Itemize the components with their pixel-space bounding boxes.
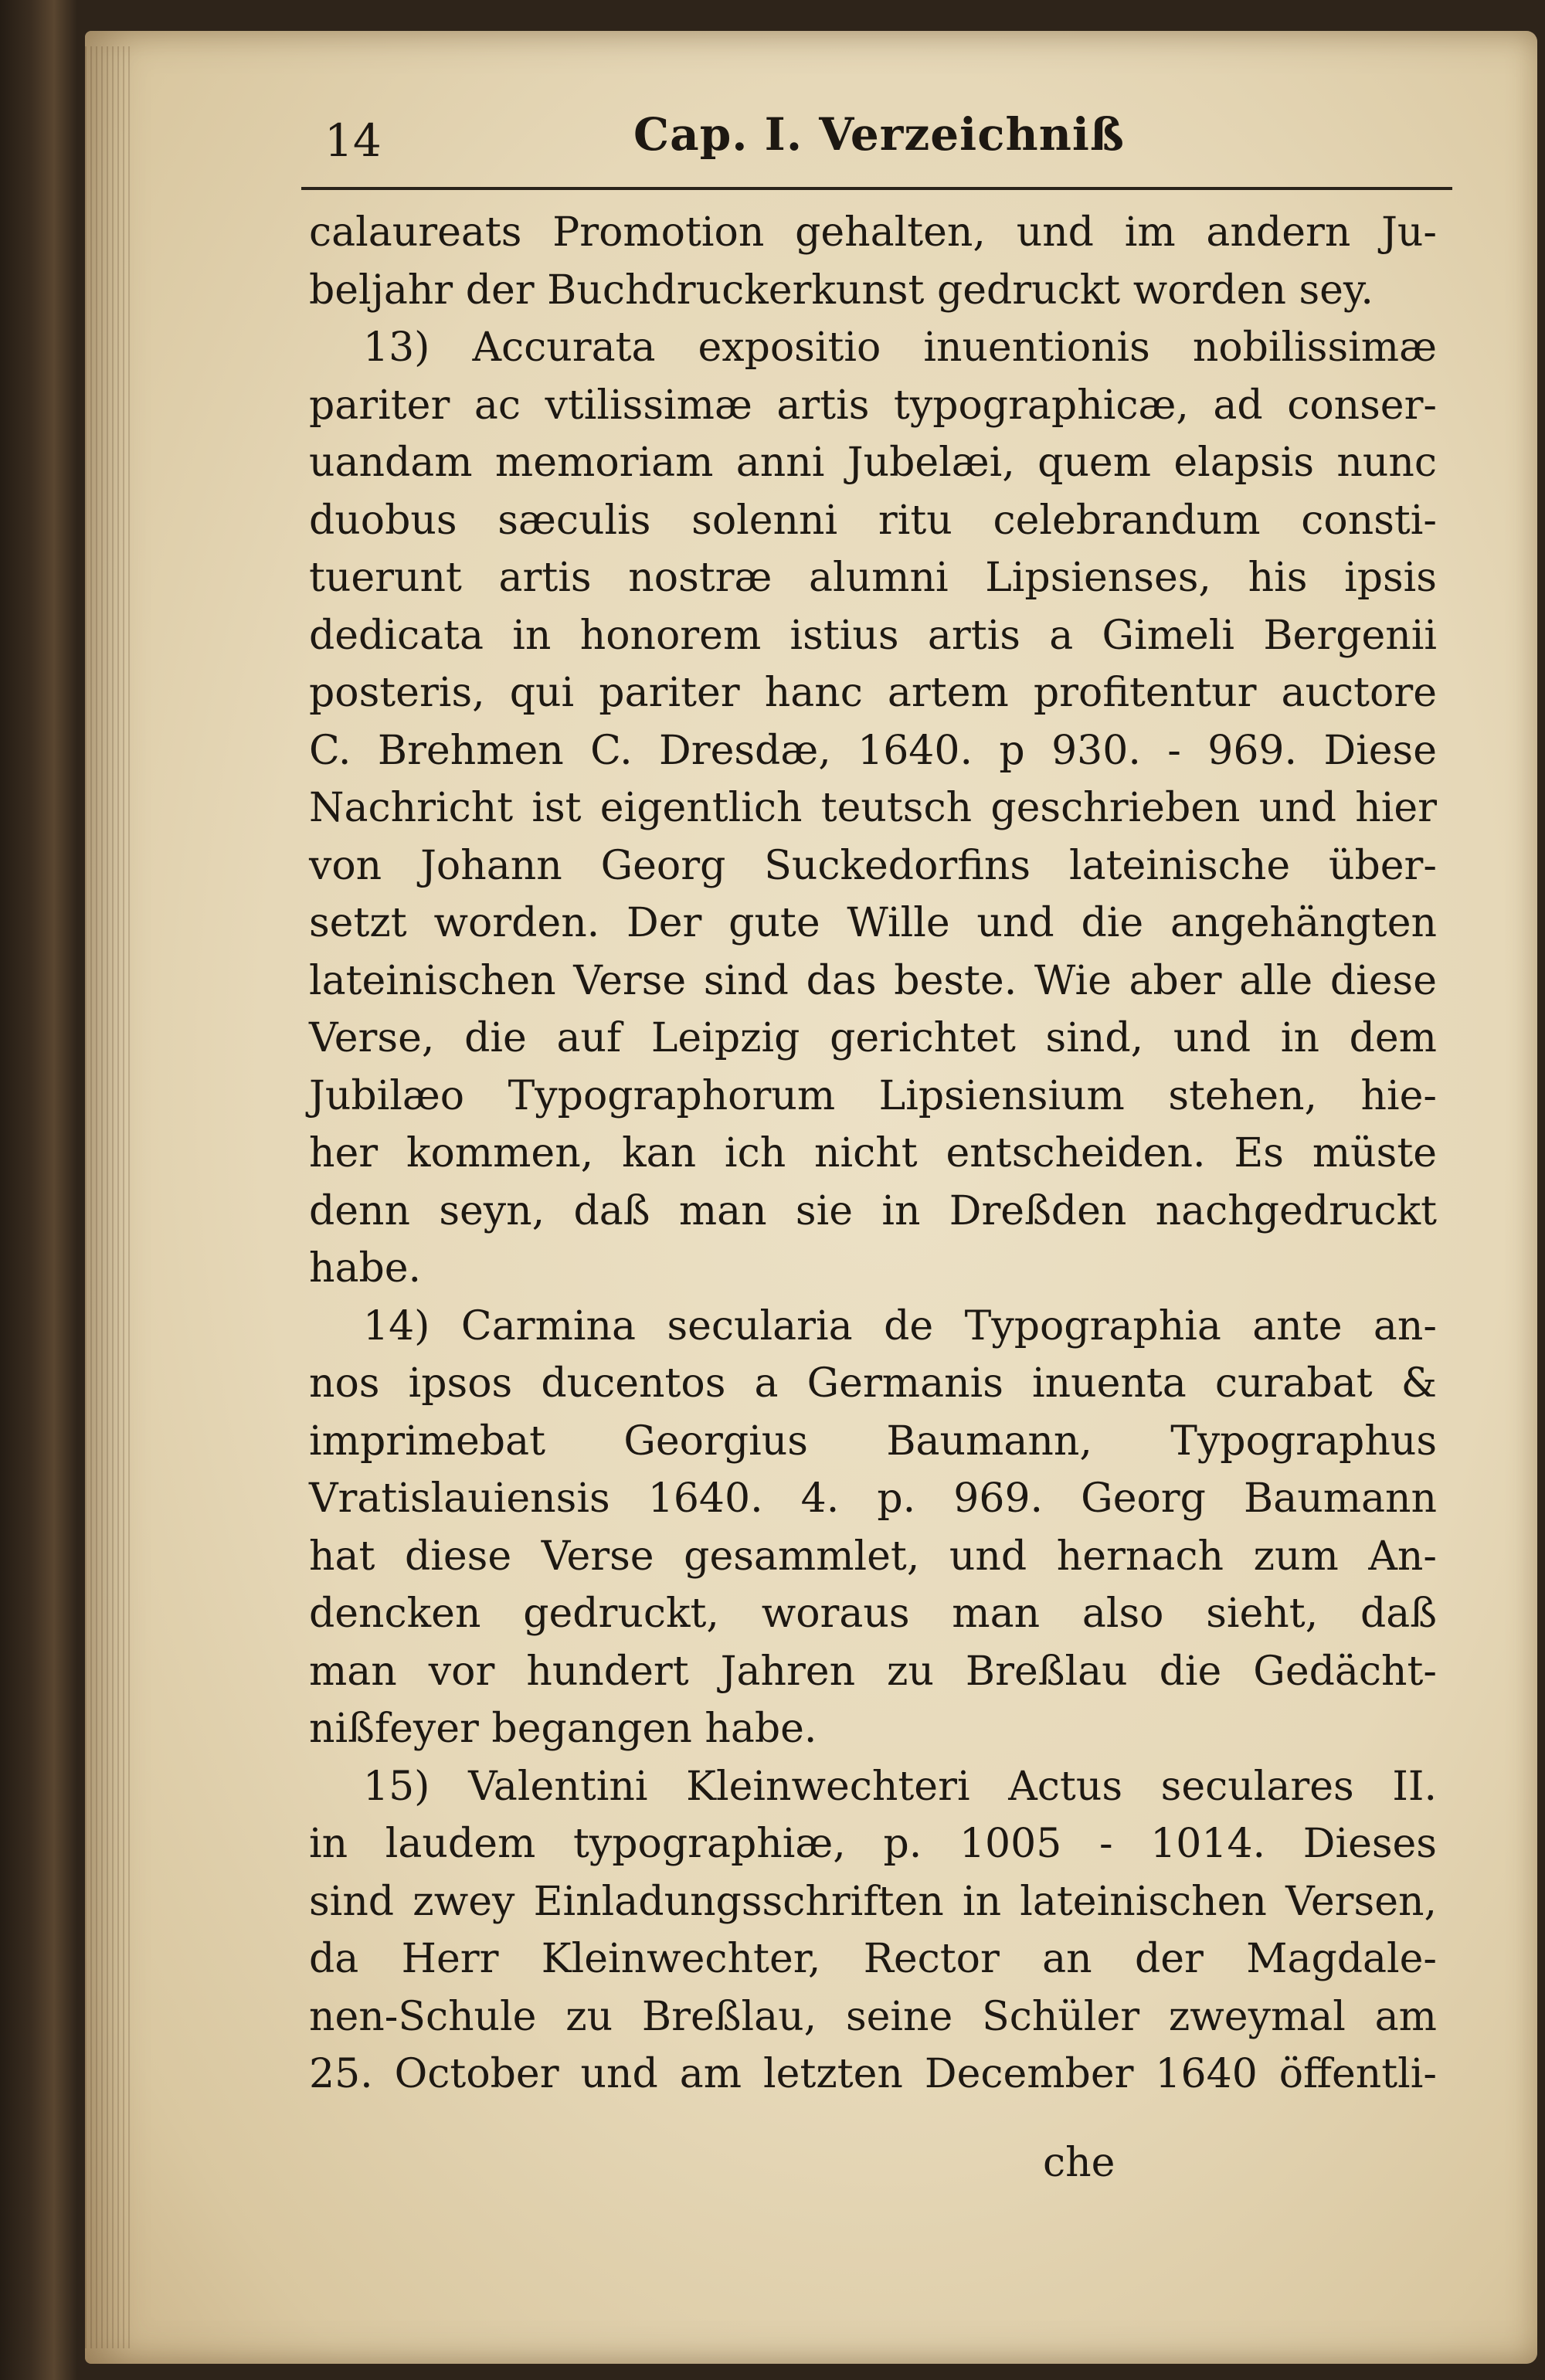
running-header [309,108,1452,178]
text-line: pariter ac vtilissimæ artis typographicæ, ad conser- [309,382,1437,429]
text-line: denn seyn, daß man sie in Dreßden nachgedruckt [309,1187,1437,1234]
text-line: in laudem typographiæ, p. 1005 - 1014. Dieses [309,1821,1437,1867]
page-content [309,108,1452,2103]
text-line: beljahr der Buchdruckerkunst gedruckt worden sey. [309,267,1374,314]
text-line: 13) Accurata expositio inuentionis nobilissimæ [363,324,1437,371]
text-line: dedicata in honorem istius artis a Gimeli Bergenii [309,612,1437,659]
text-line: calaureats Promotion gehalten, und im andern Ju- [309,209,1437,256]
text-line: Jubilæo Typographorum Lipsiensium stehen, hie- [309,1072,1437,1119]
running-title: Cap. I. Verzeichniß [633,108,1125,161]
header-rule [301,187,1452,190]
text-line: sind zwey Einladungsschriften in lateinischen Versen, [309,1878,1437,1925]
text-line: von Johann Georg Suckedorfins lateinische über- [309,842,1437,889]
text-line: C. Brehmen C. Dresdæ, 1640. p 930. - 969. Diese [309,727,1437,774]
text-line: nos ipsos ducentos a Germanis inuenta curabat & [309,1360,1437,1407]
catchword: che [1043,2140,1115,2186]
text-line: 25. October und am letzten December 1640 öffentli- [309,2051,1437,2097]
text-line: Verse, die auf Leipzig gerichtet sind, und in dem [309,1015,1437,1061]
page-edges [85,46,131,2348]
text-line: 14) Carmina secularia de Typographia ante an- [363,1302,1437,1350]
text-line: 15) Valentini Kleinwechteri Actus seculares II. [363,1763,1437,1810]
text-line: tuerunt artis nostræ alumni Lipsienses, his ipsis [309,555,1437,601]
text-line: her kommen, kan ich nicht entscheiden. Es müste [309,1130,1437,1176]
page-number: 14 [324,114,382,167]
text-line: imprimebat Georgius Baumann, Typographus [309,1417,1437,1465]
text-line: Vratislauiensis 1640. 4. p. 969. Georg Baumann [309,1475,1437,1522]
text-line: duobus sæculis solenni ritu celebrandum consti- [309,497,1437,544]
text-line: nen-Schule zu Breßlau, seine Schüler zweymal am [309,1993,1437,2040]
text-line: posteris, qui pariter hanc artem profitentur auctore [309,670,1437,716]
text-line: dencken gedruckt, woraus man also sieht, daß [309,1591,1437,1637]
text-line: lateinischen Verse sind das beste. Wie aber alle diese [309,957,1437,1004]
text-line: hat diese Verse gesammlet, und hernach zum An- [309,1533,1437,1580]
text-line: man vor hundert Jahren zu Breßlau die Gedächt- [309,1648,1437,1695]
text-body [309,204,1452,2103]
text-line: habe. [309,1245,422,1292]
text-line: da Herr Kleinwechter, Rector an der Magdale- [309,1936,1437,1982]
text-line: uandam memoriam anni Jubelæi, quem elapsis nunc [309,440,1437,486]
text-line: nißfeyer begangen habe. [309,1706,817,1752]
text-line: Nachricht ist eigentlich teutsch geschrieben und hier [309,785,1437,831]
text-line: setzt worden. Der gute Wille und die angehängten [309,900,1437,946]
